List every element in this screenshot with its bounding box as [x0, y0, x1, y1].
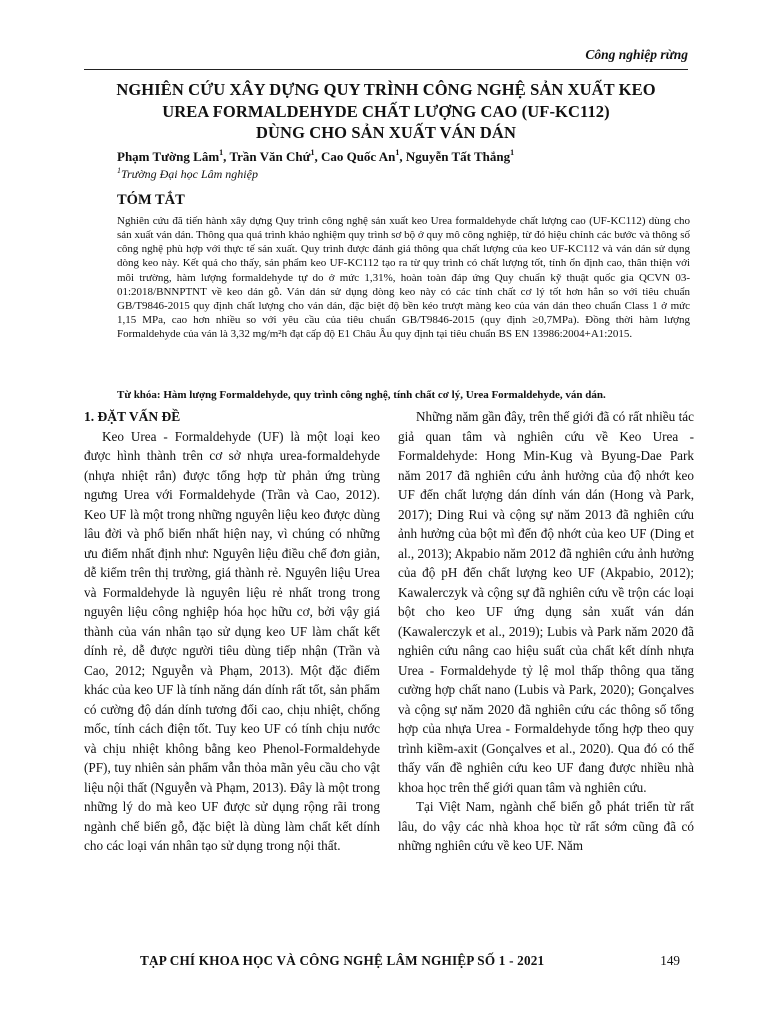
header-divider: [84, 69, 688, 70]
author-separator: ,: [399, 149, 406, 164]
affiliation-text: Trường Đại học Lâm nghiệp: [121, 167, 258, 181]
author-separator: ,: [223, 149, 230, 164]
author-name: Phạm Tường Lâm: [117, 149, 220, 164]
keywords: Từ khóa: Hàm lượng Formaldehyde, quy trình công nghệ, tính chất cơ lý, Urea Formaldehyde, ván dán.: [117, 389, 606, 401]
author-name: Trần Văn Chứ: [229, 149, 311, 164]
body-column-left: [84, 407, 380, 856]
article-title: [84, 79, 688, 144]
body-column-right: [398, 407, 694, 856]
author-affiliation-mark: 1: [310, 148, 315, 157]
author-separator: ,: [314, 149, 321, 164]
affiliation: [117, 167, 258, 182]
affiliation-mark: 1: [117, 166, 121, 175]
abstract-heading: TÓM TẮT: [117, 192, 185, 208]
page-number: 149: [660, 953, 680, 968]
title-line: DÙNG CHO SẢN XUẤT VÁN DÁN: [256, 123, 516, 142]
author-name: Cao Quốc An: [320, 149, 396, 164]
author-affiliation-mark: 1: [510, 148, 515, 157]
body-paragraph: Những năm gần đây, trên thế giới đã có rất nhiều tác giả quan tâm và nghiên cứu về Keo Urea - Formaldehyde: Hong Min-Kug và Byung-Dae Park năm 2017 đã nghiên cứu ảnh hưởng của độ nhớt keo UF đến chất lượng dán dính ván dán (Hong và Park, 2017); Ding Rui và cộng sự năm 2013 đã nghiên cứu ảnh hưởng của bột mì đến độ nhớt của keo UF (Ding et al., 2013); Akpabio năm 2012 đã nghiên cứu ảnh hưởng của độ pH đến chất lượng keo UF (Akpabio, 2012); Kawalerczyk và cộng sự đã nghiên cứu về trộn các loại bột cho keo UF ứng dụng sản xuất ván dán (Kawalerczyk et al., 2019); Lubis và Park năm 2020 đã nghiên cứu nâng cao hiệu suất của chất kết dính nhựa Urea - Formaldehyde tỷ lệ mol thấp thông qua tăng cường hợp chất nano (Lubis và Park, 2020); Gonçalves và cộng sự năm 2020 đã nghiên cứu các thông số tổng hợp của nhựa Urea - Formaldehyde tổng hợp theo quy trình kiềm-axit (Gonçalves et al., 2020). Qua đó có thể thấy vấn đề nghiên cứu keo UF đang được nhiều nhà khoa học trên thế giới quan tâm và nghiên cứu.: [398, 409, 694, 795]
journal-section-label: Công nghiệp rừng: [585, 47, 688, 62]
journal-name: TẠP CHÍ KHOA HỌC VÀ CÔNG NGHỆ LÂM NGHIỆP SỐ 1 - 2021: [140, 953, 545, 968]
author-affiliation-mark: 1: [219, 148, 224, 157]
author-affiliation-mark: 1: [395, 148, 400, 157]
title-line: NGHIÊN CỨU XÂY DỰNG QUY TRÌNH CÔNG NGHỆ SẢN XUẤT KEO: [116, 80, 656, 99]
body-paragraph: Tại Việt Nam, ngành chế biến gỗ phát triển từ rất lâu, do vậy các nhà khoa học từ rất sớm cũng đã có những nghiên cứu về keo UF. Năm: [398, 799, 694, 853]
page-footer: [84, 953, 688, 977]
author-list: [117, 149, 514, 165]
title-line: UREA FORMALDEHYDE CHẤT LƯỢNG CAO (UF-KC112): [162, 101, 610, 121]
author-name: Nguyễn Tất Thắng: [405, 149, 511, 164]
abstract-text: Nghiên cứu đã tiến hành xây dựng Quy trình công nghệ sản xuất keo Urea formaldehyde chất lượng cao (UF-KC112) dùng cho sản xuất ván dán. Thông qua quá trình khảo nghiệm quy trình sơ bộ ở quy mô công nghiệp, từ đó hiệu chỉnh các bước và thông số công nghệ phù hợp với thực tế sản xuất. Quy trình được đánh giá thông qua chất lượng của keo UF-KC112 và ván dán sử dụng dòng keo này. Kết quả cho thấy, sản phẩm keo UF-KC112 tạo ra từ quy trình có chất lượng tốt, tính ổn định cao, thân thiện với môi trường, hàm lượng formaldehyde tự do ở mức 1,31%, hoàn toàn đáp ứng Quy chuẩn kỹ thuật quốc gia QCVN 03-01:2018/BNNPTNT về keo dán gỗ. Ván dán sử dụng dòng keo này có các tính chất cơ lý tốt hơn hẳn so với tiêu chuẩn GB/T9846-2015 quy định chất lượng cho ván dán, đặc biệt độ bền kéo trượt màng keo của ván dán theo chuẩn Class 1 ở mức 1,15 MPa, cao hơn nhiều so với yêu cầu của tiêu chuẩn GB/T9846-2015 (quy định ≥0,7MPa). Đồng thời hàm lượng Formaldehyde của ván là 3,32 mg/m²h đạt cấp độ E1 Châu Âu quy định tại tiêu chuẩn BS EN 13986:2004+A1:2015.: [117, 215, 690, 341]
body-paragraph: Keo Urea - Formaldehyde (UF) là một loại keo được hình thành trên cơ sở nhựa urea-formaldehyde (nhựa nhiệt rắn) được tổng hợp từ phản ứng trùng ngưng Urea với Formaldehyde (Trần và Cao, 2012). Keo UF là một trong những nguyên liệu keo được dùng lâu đời và phổ biến nhất hiện nay, vì chúng có những ưu điểm nhất định như: Nguyên liệu điều chế đơn giản, dễ kiếm trên thị trường, giá thành rẻ. Nguyên liệu Urea và Formaldehyde là nguyên liệu rẻ nhất trong trong nguyên liệu công nghiệp hóa học hữu cơ, bởi vậy giá thành của ván nhân tạo sử dụng keo UF làm chất kết dính rẻ, dễ được người tiêu dùng tiếp nhận (Trần và Cao, 2012; Nguyễn và Phạm, 2013). Một đặc điểm khác của keo UF là tính năng dán dính rất tốt, sản phẩm có cường độ dán dính tương đối cao, chịu nhiệt, chống mốc, tính cách điện tốt. Tuy keo UF có tính chịu nước và chịu nhiệt không bằng keo Phenol-Formaldehyde (PF), tuy nhiên sản phẩm vẫn thỏa mãn yêu cầu cho vật liệu nội thất (Nguyễn và Phạm, 2013). Đây là một trong những lý do mà keo UF được sử dụng rộng rãi trong ngành chế biến gỗ, đặc biệt là dùng làm chất kết dính cho các loại ván nhân tạo sử dụng trong nội thất.: [84, 428, 380, 853]
section-heading: 1. ĐẶT VẤN ĐỀ: [84, 409, 181, 424]
